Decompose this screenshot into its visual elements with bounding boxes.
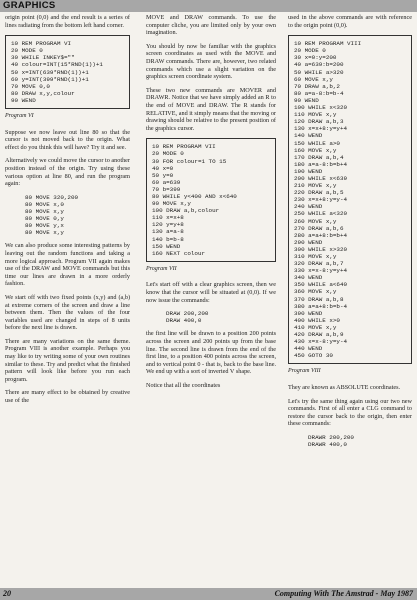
command-line: 80 MOVE 0,y — [25, 215, 64, 223]
code-line: 300 WHILE x>320 — [294, 245, 348, 253]
code-line: 280 a=a+8:b=b+4 — [294, 231, 348, 239]
code-line: 50 x=INT(639*RND(1))+1 — [11, 68, 89, 76]
code-line: 270 DRAW a,b,6 — [294, 224, 344, 232]
command-line: 80 MOVE x,0 — [25, 200, 64, 208]
code-line: 100 DRAW a,b,colour — [152, 207, 220, 215]
program-listing-vii — [146, 138, 276, 262]
code-line: 10 REM PROGRAM VII — [152, 143, 216, 151]
command-line: 80 MOVE x,y — [25, 207, 64, 215]
code-line: 140 WEND — [294, 132, 323, 140]
code-line: 170 DRAW a,b,4 — [294, 153, 344, 161]
code-line: 40 a=639:b=200 — [294, 61, 344, 69]
code-line: 50 WHILE a>320 — [294, 68, 344, 76]
code-line: 440 WEND — [294, 345, 323, 353]
code-line: 380 a=a+8:b=b-4 — [294, 302, 348, 310]
code-line: 30 x=0:y=200 — [294, 54, 337, 62]
code-line: 10 REM PROGRAM VI — [11, 40, 72, 48]
listing-caption: Program VIII — [288, 368, 321, 375]
code-line: 160 MOVE x,y — [294, 146, 337, 154]
code-line: 90 MOVE x,y — [152, 200, 191, 208]
code-line: 320 DRAW a,b,7 — [294, 260, 344, 268]
code-line: 420 DRAW a,b,9 — [294, 331, 344, 339]
code-line: 310 MOVE x,y — [294, 253, 337, 260]
paragraph: used in the above commands are with reference to the origin point (0,0). — [288, 14, 412, 29]
paragraph: the first line will be drawn to a position 200 points across the screen and 200 points up from the base line. The second line is drawn from the end of the first line, to a position 400 points across the screen, and to vertical point 0 - that is, back to the base line. We end up with a sort of inverted V shape. — [146, 330, 276, 376]
code-line: 80 a=a-8:b=b-4 — [294, 89, 344, 97]
program-listing-viii — [288, 35, 412, 364]
paragraph: You should by now be familiar with the graphics screen coordinates as used with the MOVE and DRAW commands. There are, however, two related commands which use a slight variation on the graphics screen coordinate system. — [146, 42, 276, 81]
paragraph: These two new commands are MOVER and DRAWR. Notice that we have simply added an R to the end of MOVE and DRAW. The R stands for RELATIVE, and it simply means that the moving or drawing should be relative to the present position of the graphics cursor. — [146, 86, 276, 132]
code-line: 340 WEND — [294, 274, 323, 282]
section-title: GRAPHICS — [3, 0, 56, 11]
code-line: 400 WHILE x>0 — [294, 316, 340, 324]
paragraph: origin point (0,0) and the end result is a series of lines radiating from the bottom left hand corner. — [5, 14, 130, 29]
code-line: 130 x=x+8:y=y+4 — [294, 125, 348, 133]
command-list — [25, 194, 130, 237]
command-list — [166, 310, 276, 324]
column-1 — [5, 14, 130, 411]
code-line: 110 MOVE x,y — [294, 111, 337, 119]
code-line: 240 WEND — [294, 203, 323, 211]
publication-line: Computing With The Amstrad - May 1987 — [274, 589, 413, 598]
code-line: 40 x=0 — [152, 164, 174, 172]
code-line: 210 MOVE x,y — [294, 182, 337, 190]
code-line: 100 WHILE x<320 — [294, 104, 348, 112]
paragraph: Let's start off with a clear graphics screen, then we know that the cursor will be situated at (0,0). If we now issue the commands: — [146, 281, 276, 304]
code-line: 110 x=x+8 — [152, 214, 184, 222]
listing-caption: Program VII — [146, 265, 177, 272]
code-line: 20 MODE 0 — [152, 150, 184, 158]
code-line: 140 b=b-8 — [152, 235, 184, 243]
paragraph: Notice that all the coordinates — [146, 381, 221, 389]
code-line: 130 a=a-8 — [152, 228, 184, 236]
code-line: 350 WHILE a<640 — [294, 281, 348, 289]
command-list — [308, 434, 412, 448]
command-line: 80 MOVE y,x — [25, 222, 64, 230]
code-line: 200 WHILE x<639 — [294, 174, 348, 182]
code-line: 390 WEND — [294, 309, 323, 317]
code-line: 150 WEND — [152, 242, 181, 250]
code-line: 190 WEND — [294, 167, 323, 175]
paragraph: Suppose we now leave out line 80 so that the cursor is not moved back to the origin. What effect do you think this will have? Try it and see. — [5, 128, 130, 151]
paragraph: There are many effect to be obtained by creative use of the — [5, 389, 130, 405]
command-line: 80 MOVE 320,200 — [25, 193, 79, 201]
code-line: 60 MOVE x,y — [294, 75, 333, 83]
code-line: 70 DRAW a,b,2 — [294, 82, 340, 90]
code-line: 120 y=y+8 — [152, 221, 184, 229]
command-line: DRAW 200,200 — [166, 310, 209, 318]
code-line: 70 MOVE 0,0 — [11, 82, 50, 90]
page-number: 20 — [3, 589, 11, 598]
command-line: DRAW 400,0 — [166, 317, 202, 325]
paragraph: Let's try the same thing again using our two new commands. First of all enter a CLG command to restore the cursor back to the origin, then enter these commands: — [288, 397, 412, 428]
code-line: 60 a=639 — [152, 178, 181, 186]
code-line: 60 y=INT(399*RND(1))+1 — [11, 75, 89, 83]
code-line: 160 NEXT colour — [152, 249, 206, 257]
code-line: 230 x=x+8:y=y-4 — [294, 196, 348, 204]
code-line: 30 WHILE INKEY$="" — [11, 54, 75, 62]
code-line: 180 a=a-8:b=b+4 — [294, 160, 348, 168]
code-line: 250 WHILE a<320 — [294, 210, 348, 218]
paragraph: We can also produce some interesting patterns by leaving out the random functions and taking a more logical approach. Program VII again makes use of the DRAW and MOVE commands but this time our lines are drawn in a more orderly fashion. — [5, 242, 130, 288]
code-line: 80 DRAW x,y,colour — [11, 89, 75, 97]
code-line: 260 MOVE x,y — [294, 217, 337, 225]
listing-caption: Program VI — [5, 113, 34, 120]
code-line: 20 MODE 0 — [294, 47, 326, 55]
code-line: 90 WEND — [11, 96, 36, 104]
paragraph: They are known as ABSOLUTE coordinates. — [288, 384, 401, 391]
code-line: 290 WEND — [294, 238, 323, 246]
code-line: 150 WHILE a>0 — [294, 139, 340, 147]
code-line: 90 WEND — [294, 96, 319, 104]
command-line: 80 MOVE x,y — [25, 229, 64, 237]
code-line: 430 x=x-8:y=y-4 — [294, 338, 348, 346]
code-line: 30 FOR colour=1 TO 15 — [152, 157, 227, 165]
paragraph: We start off with two fixed points (x,y) and (a,b) at extreme corners of the screen and draw a line between them. Then the values of the four variables used are changed in steps of 8 units before the next line is drawn. — [5, 293, 130, 332]
code-line: 50 y=0 — [152, 171, 174, 179]
code-line: 450 GOTO 30 — [294, 352, 333, 360]
code-line: 330 x=x-8:y=y+4 — [294, 267, 348, 275]
header-band — [0, 0, 417, 12]
program-listing-vi — [5, 35, 130, 109]
code-line: 10 REM PROGRAM VIII — [294, 40, 362, 48]
code-line: 20 MODE 0 — [11, 47, 43, 55]
code-line: 220 DRAW a,b,5 — [294, 189, 344, 197]
code-line: 70 b=399 — [152, 185, 181, 193]
command-line: DRAWR 400,0 — [308, 441, 347, 449]
code-line: 360 MOVE x,y — [294, 288, 337, 296]
paragraph: There are many variations on the same theme. Program VIII is another example. Perhaps you may like to try writing some of your own routines similar to these. Try and predict what the finished pattern will look like before you run each program. — [5, 337, 130, 383]
command-line: DRAWR 200,200 — [308, 433, 354, 441]
code-line: 40 colour=INT(15*RND(1))+1 — [11, 61, 103, 69]
paragraph: MOVE and DRAW commands. To use the computer cliche, you are limited only by your own imagination. — [146, 14, 276, 37]
code-line: 410 MOVE x,y — [294, 323, 337, 331]
column-3 — [288, 14, 412, 454]
code-line: 80 WHILE y<400 AND x<640 — [152, 192, 237, 200]
code-line: 120 DRAW a,b,3 — [294, 118, 344, 126]
column-2 — [146, 14, 276, 396]
paragraph: Alternatively we could move the cursor to another position instead of the origin. Try using these various option at line 80, and run the program again: — [5, 157, 130, 188]
code-line: 370 DRAW a,b,8 — [294, 295, 344, 303]
